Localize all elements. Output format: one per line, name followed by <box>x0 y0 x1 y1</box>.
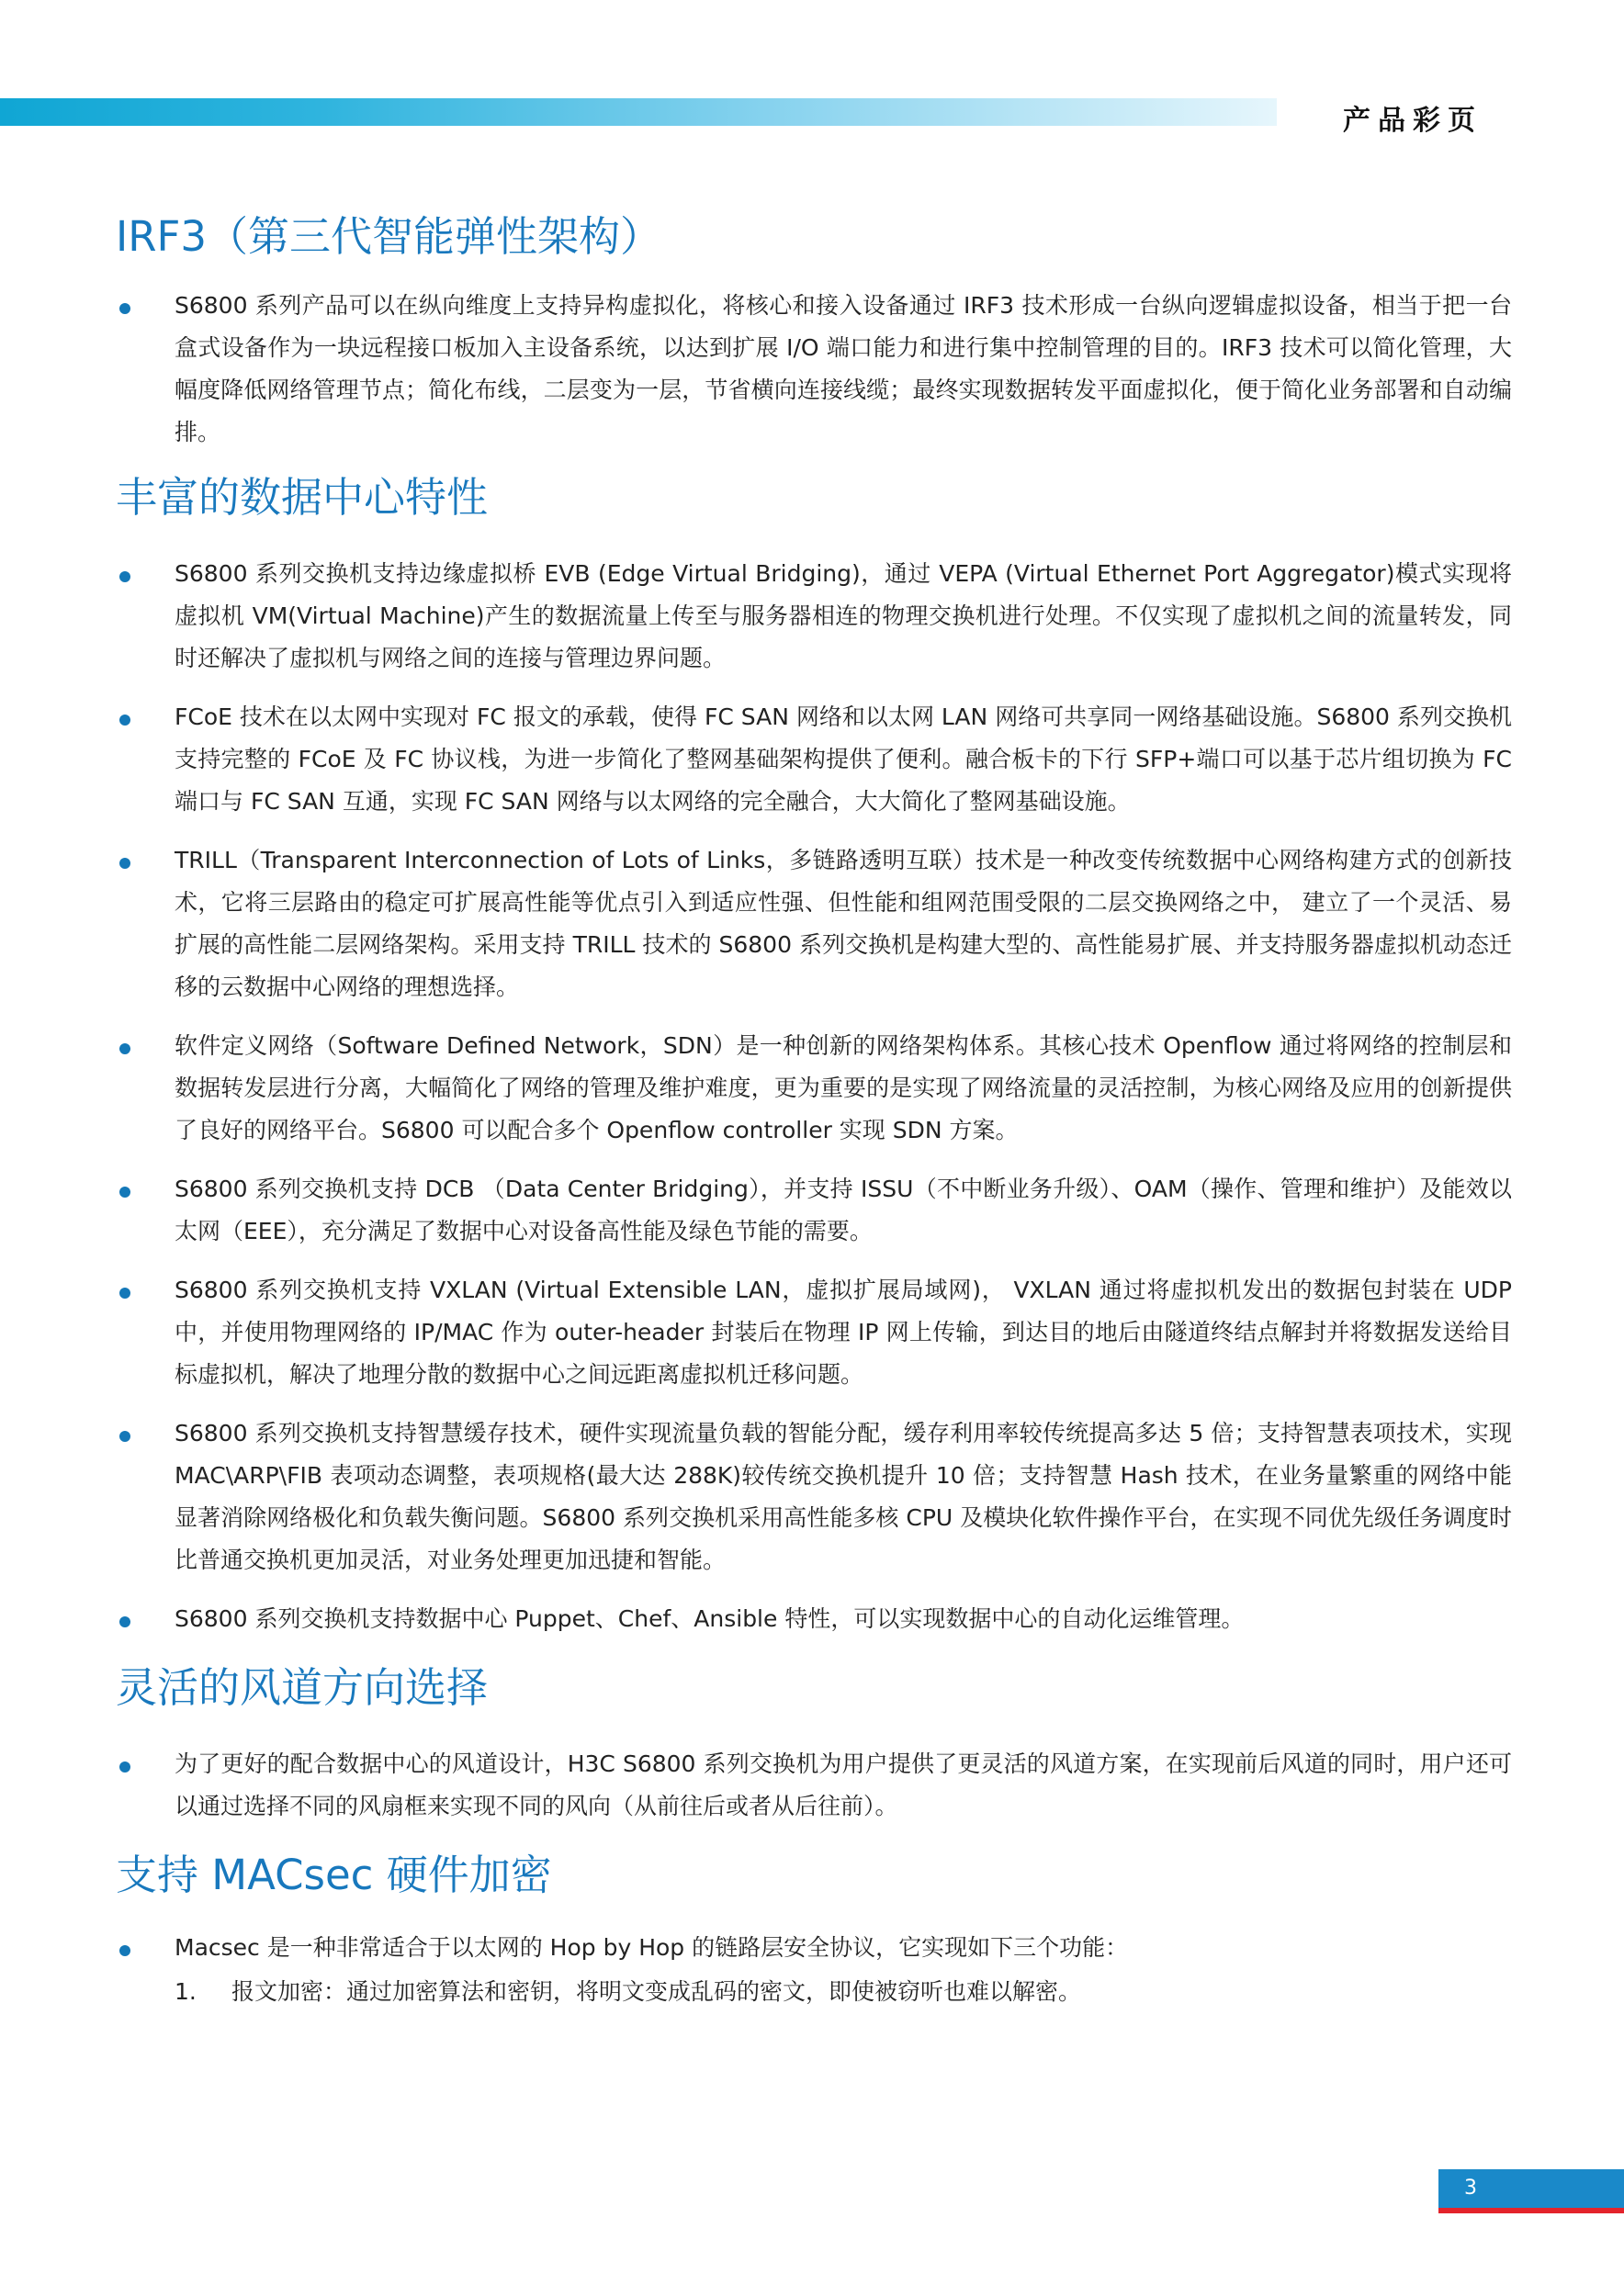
list-item: Macsec 是一种非常适合于以太网的 Hop by Hop 的链路层安全协议，它实现如下三个功能： <box>116 1927 1512 1969</box>
section-heading-macsec: 支持 MACsec 硬件加密 <box>116 1851 552 1899</box>
page-content <box>116 209 1512 2013</box>
list-item: 为了更好的配合数据中心的风道设计，H3C S6800 系列交换机为用户提供了更灵活的风道方案，在实现前后风道的同时，用户还可以通过选择不同的风扇框来实现不同的风向（从前往后或者从后往前）。 <box>116 1743 1512 1828</box>
section-heading-irf3: IRF3（第三代智能弹性架构） <box>116 212 662 261</box>
header-label: 产品彩页 <box>1343 105 1483 137</box>
bullet-list-airflow <box>116 1743 1512 1828</box>
list-item: S6800 系列产品可以在纵向维度上支持异构虚拟化，将核心和接入设备通过 IRF3 技术形成一台纵向逻辑虚拟设备，相当于把一台盒式设备作为一块远程接口板加入主设备系统，以达到扩展 I/O 端口能力和进行集中控制管理的目的。IRF3 技术可以简化管理，大幅度降低网络管理节点；简化布线，二层变为一层，节省横向连接线缆；最终实现数据转发平面虚拟化，便于简化业务部署和自动编排。 <box>116 285 1512 454</box>
bullet-list-irf3 <box>116 285 1512 454</box>
numbered-item <box>116 1971 1512 2013</box>
bullet-list-datacenter <box>116 553 1512 1640</box>
header-gradient-bar <box>0 98 1277 126</box>
list-item: S6800 系列交换机支持边缘虚拟桥 EVB (Edge Virtual Bridging)，通过 VEPA (Virtual Ethernet Port Aggregator)模式实现将虚拟机 VM(Virtual Machine)产生的数据流量上传至与服务器相连的物理交换机进行处理。不仅实现了虚拟机之间的流量转发，同时还解决了虚拟机与网络之间的连接与管理边界问题。 <box>116 553 1512 680</box>
list-item: S6800 系列交换机支持智慧缓存技术，硬件实现流量负载的智能分配，缓存利用率较传统提高多达 5 倍；支持智慧表项技术，实现 MAC\ARP\FIB 表项动态调整，表项规格(最大达 288K)较传统交换机提升 10 倍；支持智慧 Hash 技术，在业务量繁重的网络中能显著消除网络极化和负载失衡问题。S6800 系列交换机采用高性能多核 CPU 及模块化软件操作平台，在实现不同优先级任务调度时比普通交换机更加灵活，对业务处理更加迅捷和智能。 <box>116 1412 1512 1581</box>
page-number: 3 <box>1438 2169 1624 2208</box>
list-item: S6800 系列交换机支持数据中心 Puppet、Chef、Ansible 特性，可以实现数据中心的自动化运维管理。 <box>116 1598 1512 1640</box>
item-text: 报文加密：通过加密算法和密钥，将明文变成乱码的密文，即使被窃听也难以解密。 <box>231 1978 1082 2005</box>
section-heading-datacenter: 丰富的数据中心特性 <box>116 473 489 522</box>
page-number-underline <box>1438 2208 1624 2213</box>
list-item: S6800 系列交换机支持 DCB （Data Center Bridging），并支持 ISSU（不中断业务升级）、OAM（操作、管理和维护）及能效以太网（EEE），充分满足了数据中心对设备高性能及绿色节能的需要。 <box>116 1168 1512 1253</box>
list-item: TRILL（Transparent Interconnection of Lots of Links，多链路透明互联）技术是一种改变传统数据中心网络构建方式的创新技术，它将三层路由的稳定可扩展高性能等优点引入到适应性强、但性能和组网范围受限的二层交换网络之中， 建立了一个灵活、易扩展的高性能二层网络架构。采用支持 TRILL 技术的 S6800 系列交换机是构建大型的、高性能易扩展、并支持服务器虚拟机动态迁移的云数据中心网络的理想选择。 <box>116 839 1512 1008</box>
bullet-list-macsec <box>116 1927 1512 1969</box>
item-number: 1. <box>175 1978 197 2005</box>
list-item: S6800 系列交换机支持 VXLAN (Virtual Extensible LAN，虚拟扩展局域网)， VXLAN 通过将虚拟机发出的数据包封装在 UDP 中，并使用物理网络的 IP/MAC 作为 outer-header 封装后在物理 IP 网上传输，到达目的地后由隧道终结点解封并将数据发送给目标虚拟机，解决了地理分散的数据中心之间远距离虚拟机迁移问题。 <box>116 1269 1512 1396</box>
section-heading-airflow: 灵活的风道方向选择 <box>116 1663 489 1712</box>
list-item: 软件定义网络（Software Defined Network，SDN）是一种创新的网络架构体系。其核心技术 Openflow 通过将网络的控制层和数据转发层进行分离，大幅简化了网络的管理及维护难度，更为重要的是实现了网络流量的灵活控制，为核心网络及应用的创新提供了良好的网络平台。S6800 可以配合多个 Openflow controller 实现 SDN 方案。 <box>116 1025 1512 1152</box>
list-item: FCoE 技术在以太网中实现对 FC 报文的承载，使得 FC SAN 网络和以太网 LAN 网络可共享同一网络基础设施。S6800 系列交换机支持完整的 FCoE 及 FC 协议栈，为进一步简化了整网基础架构提供了便利。融合板卡的下行 SFP+端口可以基于芯片组切换为 FC 端口与 FC SAN 互通，实现 FC SAN 网络与以太网络的完全融合，大大简化了整网基础设施。 <box>116 696 1512 823</box>
